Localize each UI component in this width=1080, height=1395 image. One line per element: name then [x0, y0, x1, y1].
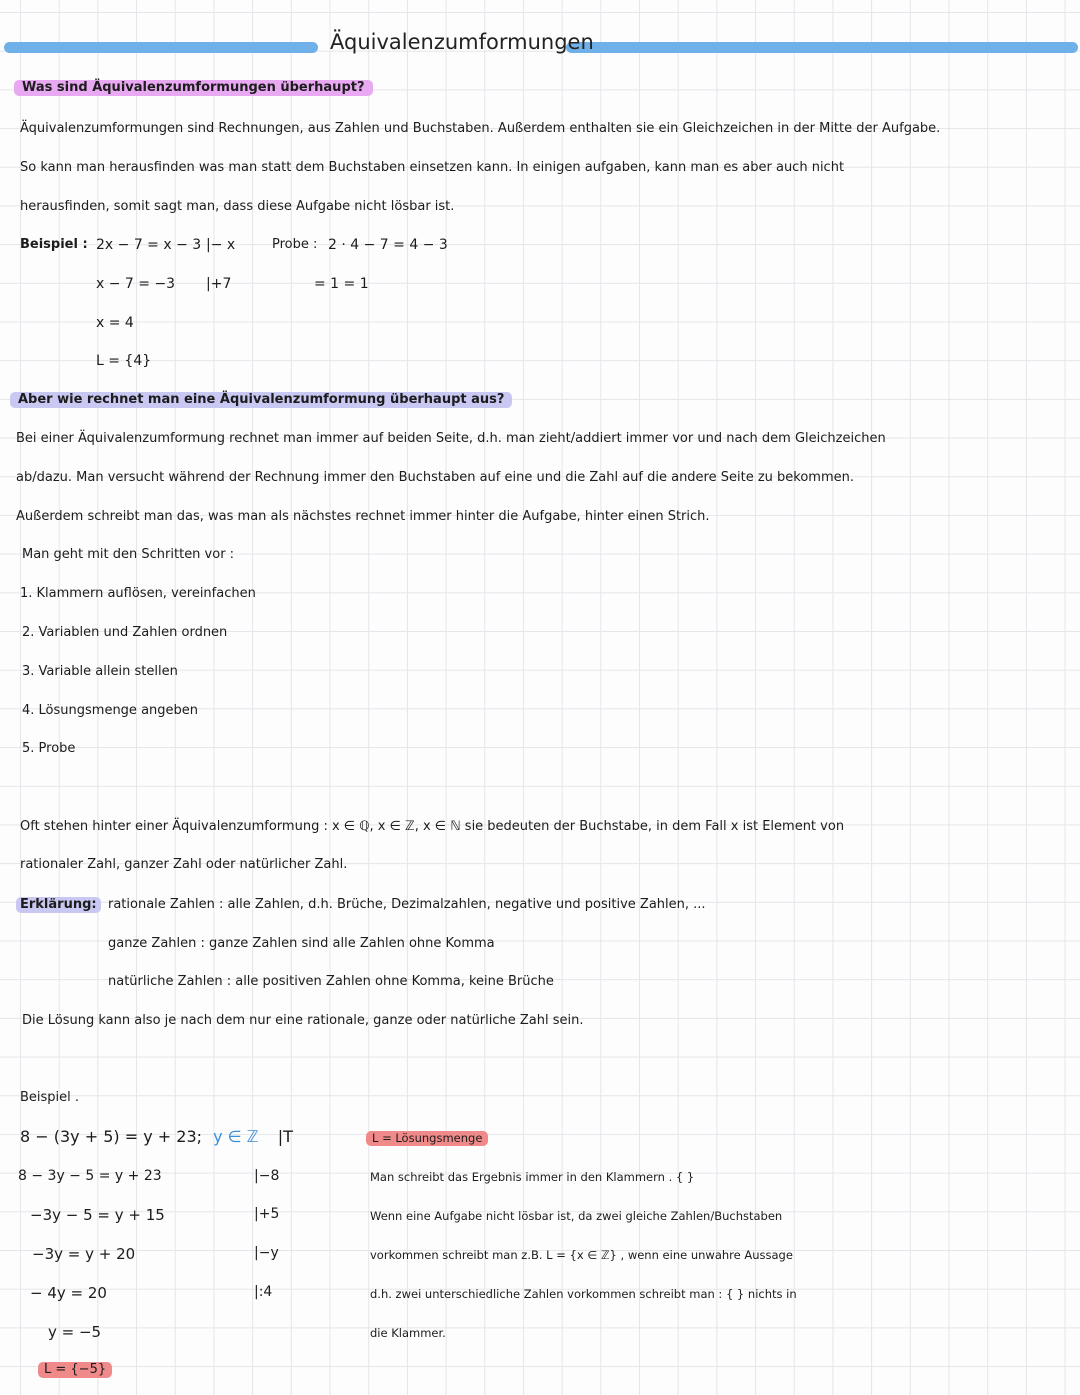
- example1-label: Beispiel :: [20, 237, 88, 252]
- example1-line-4: L = {4}: [96, 353, 152, 369]
- section1-heading: [14, 80, 373, 95]
- example2-row-1: 8 − 3y − 5 = y + 23: [18, 1168, 162, 1184]
- section2-line-1: Bei einer Äquivalenzumformung rechnet man immer auf beiden Seite, d.h. man zieht/addiert immer vor und nach dem Gleichzeichen: [16, 431, 886, 446]
- section3-line-2: rationaler Zahl, ganzer Zahl oder natürlicher Zahl.: [20, 857, 348, 872]
- explanation-rational: rationale Zahlen : alle Zahlen, d.h. Brüche, Dezimalzahlen, negative und positive Zahlen, ...: [108, 897, 706, 912]
- section2-line-3: Außerdem schreibt man das, was man als nächstes rechnet immer hinter die Aufgabe, hinter einen Strich.: [16, 509, 710, 524]
- step-1: 1. Klammern auflösen, vereinfachen: [20, 586, 256, 601]
- section1-line-3: herausfinden, somit sagt man, dass diese Aufgabe nicht lösbar ist.: [20, 199, 455, 214]
- section2-heading-text: Aber wie rechnet man eine Äquivalenzumformung überhaupt aus?: [10, 392, 512, 408]
- example2-op-3: |−y: [254, 1245, 279, 1261]
- page-title: Äquivalenzumformungen: [330, 30, 594, 54]
- note-line-2: Wenn eine Aufgabe nicht lösbar ist, da zwei gleiche Zahlen/Buchstaben: [370, 1209, 783, 1223]
- probe-line-2: = 1 = 1: [314, 276, 369, 292]
- steps-intro: Man geht mit den Schritten vor :: [22, 547, 235, 562]
- example2-op-main: |T: [277, 1127, 293, 1146]
- example2-main-equation: [20, 1127, 293, 1146]
- section1-line-2: So kann man herausfinden was man statt dem Buchstaben einsetzen kann. In einigen aufgaben, kann man es aber auch nicht: [20, 160, 845, 175]
- step-2: 2. Variablen und Zahlen ordnen: [22, 625, 228, 640]
- example1-op-2: |+7: [206, 276, 232, 292]
- section3-conclusion: Die Lösung kann also je nach dem nur eine rationale, ganze oder natürliche Zahl sein.: [22, 1013, 584, 1028]
- example1-line-2: x − 7 = −3: [96, 276, 176, 292]
- title-bar-right: [566, 42, 1078, 53]
- note-line-1: Man schreibt das Ergebnis immer in den Klammern . { }: [370, 1170, 695, 1184]
- note-title: [366, 1131, 488, 1145]
- step-5: 5. Probe: [22, 741, 76, 756]
- note-line-3: vorkommen schreibt man z.B. L = {x ∈ ℤ} , wenn eine unwahre Aussage: [370, 1248, 793, 1262]
- explanation-label: [16, 897, 101, 912]
- probe-line-1: 2 · 4 − 7 = 4 − 3: [328, 237, 448, 253]
- example2-domain: y ∈ ℤ: [213, 1127, 259, 1146]
- probe-label: Probe :: [272, 237, 318, 252]
- section1-heading-text: Was sind Äquivalenzumformungen überhaupt?: [14, 80, 373, 96]
- example1-line-1: 2x − 7 = x − 3: [96, 237, 202, 253]
- explanation-natural: natürliche Zahlen : alle positiven Zahlen ohne Komma, keine Brüche: [108, 974, 554, 989]
- example2-row-4: − 4y = 20: [30, 1284, 107, 1302]
- example2-row-5: y = −5: [48, 1323, 102, 1341]
- explanation-label-text: Erklärung:: [16, 897, 101, 913]
- example2-op-4: |:4: [254, 1284, 273, 1300]
- title-bar-left: [4, 42, 318, 53]
- explanation-integer: ganze Zahlen : ganze Zahlen sind alle Zahlen ohne Komma: [108, 936, 495, 951]
- example1-op-1: |− x: [206, 237, 236, 253]
- example2-label: Beispiel .: [20, 1090, 80, 1105]
- example2-result-text: L = {−5}: [38, 1362, 112, 1378]
- section2-heading: [10, 392, 512, 407]
- section1-line-1: Äquivalenzumformungen sind Rechnungen, aus Zahlen und Buchstaben. Außerdem enthalten sie ein Gleichzeichen in der Mitte der Aufgabe.: [20, 121, 941, 136]
- example2-result: [38, 1362, 112, 1377]
- example2-row-2: −3y − 5 = y + 15: [30, 1206, 165, 1224]
- example2-row-3: −3y = y + 20: [32, 1245, 136, 1263]
- section3-line-1: Oft stehen hinter einer Äquivalenzumformung : x ∈ ℚ, x ∈ ℤ, x ∈ ℕ sie bedeuten der Buchstabe, in dem Fall x ist Element von: [20, 819, 845, 834]
- note-line-5: die Klammer.: [370, 1326, 446, 1340]
- example2-equation-text: 8 − (3y + 5) = y + 23;: [20, 1127, 203, 1146]
- example2-op-2: |+5: [254, 1206, 280, 1222]
- section2-line-2: ab/dazu. Man versucht während der Rechnung immer den Buchstaben auf eine und die Zahl auf die andere Seite zu bekommen.: [16, 470, 854, 485]
- example2-op-1: |−8: [254, 1168, 280, 1184]
- step-4: 4. Lösungsmenge angeben: [22, 703, 199, 718]
- note-line-4: d.h. zwei unterschiedliche Zahlen vorkommen schreibt man : { } nichts in: [370, 1287, 797, 1301]
- note-title-text: L = Lösungsmenge: [366, 1131, 488, 1146]
- example1-line-3: x = 4: [96, 315, 134, 331]
- step-3: 3. Variable allein stellen: [22, 664, 178, 679]
